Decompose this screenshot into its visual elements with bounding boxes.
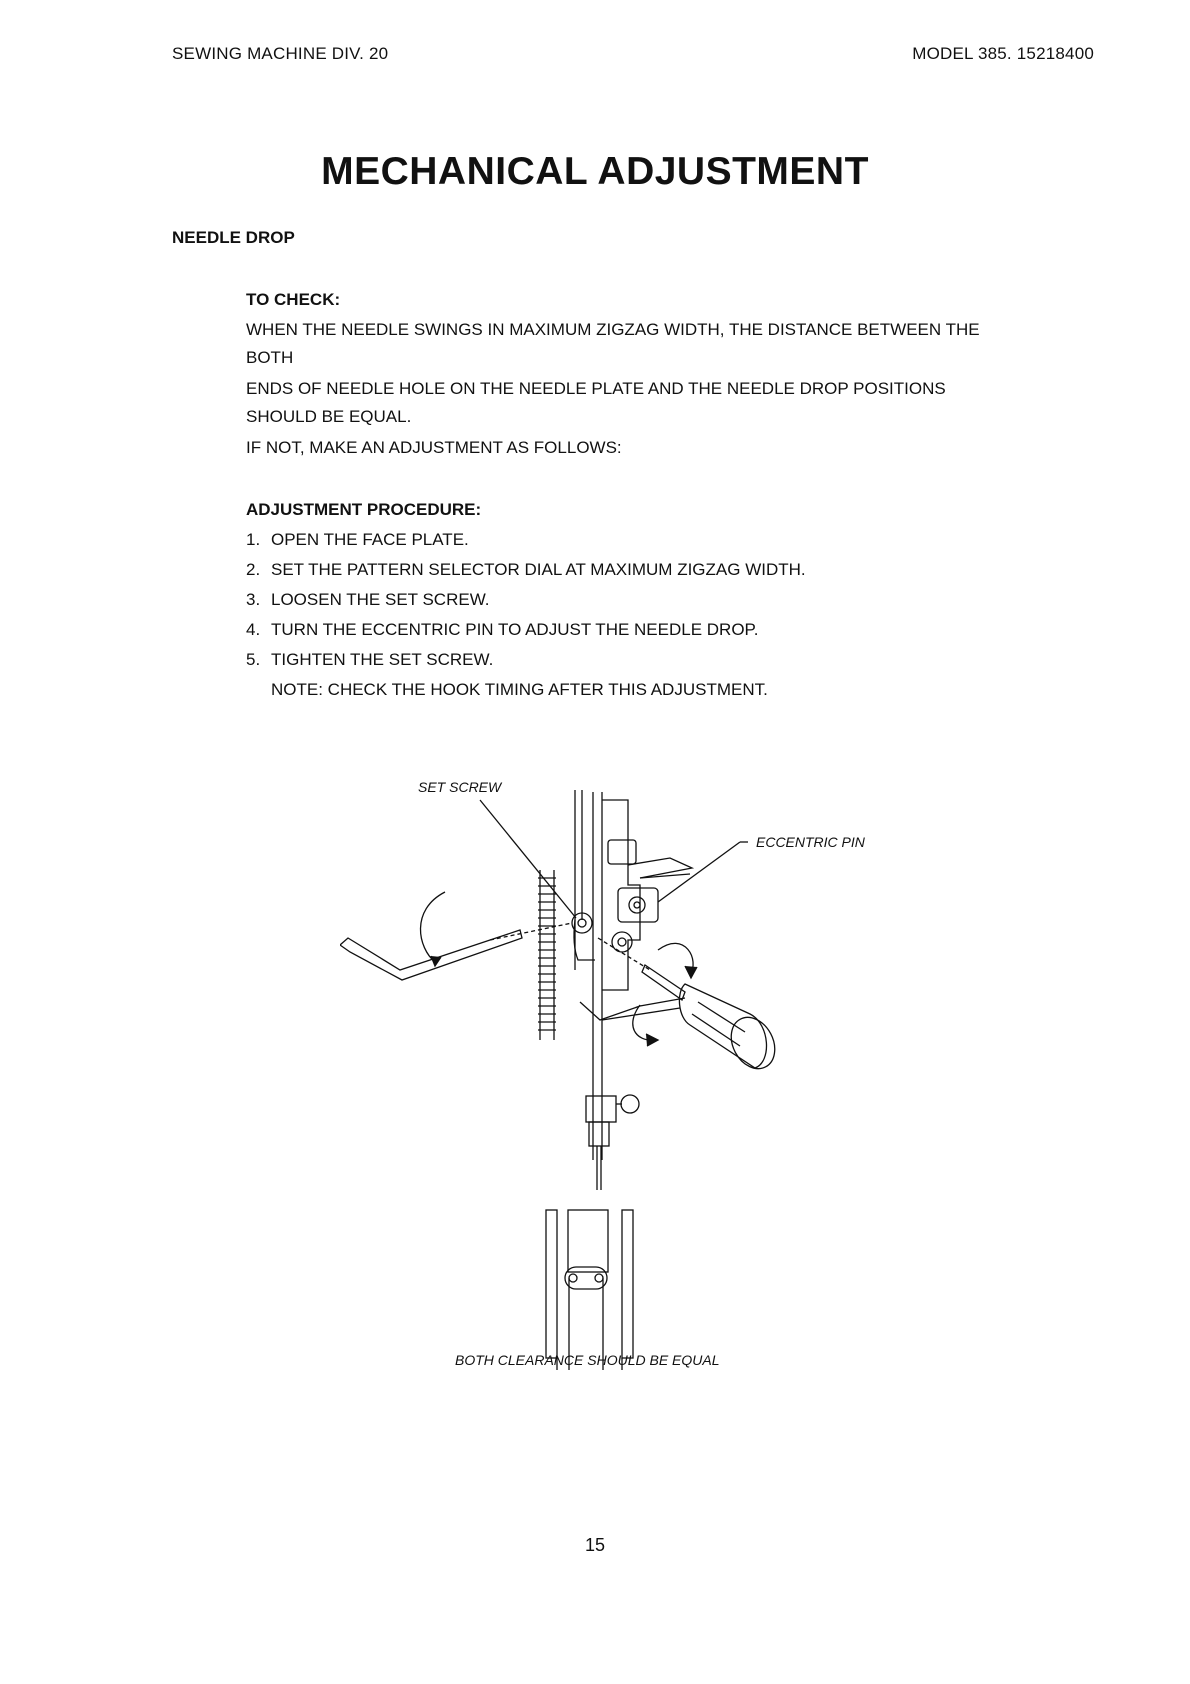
figure-caption: BOTH CLEARANCE SHOULD BE EQUAL: [455, 1352, 720, 1368]
step-number: 4.: [246, 620, 261, 639]
needle-drop-diagram: [340, 770, 960, 1370]
page-number: 15: [584, 1535, 606, 1555]
to-check-line: ENDS OF NEEDLE HOLE ON THE NEEDLE PLATE AND THE NEEDLE DROP POSITIONS: [246, 379, 946, 398]
step-text: TIGHTEN THE SET SCREW.: [271, 650, 494, 669]
step-number: 5.: [246, 650, 261, 669]
to-check-line: WHEN THE NEEDLE SWINGS IN MAXIMUM ZIGZAG WIDTH, THE DISTANCE BETWEEN THE: [246, 320, 980, 339]
section-heading: NEEDLE DROP: [172, 228, 295, 247]
to-check-line: IF NOT, MAKE AN ADJUSTMENT AS FOLLOWS:: [246, 438, 622, 457]
to-check-heading: TO CHECK:: [246, 290, 341, 309]
eccentric-pin-label: ECCENTRIC PIN: [756, 834, 865, 850]
header-left: SEWING MACHINE DIV. 20: [172, 44, 389, 63]
to-check-line: SHOULD BE EQUAL.: [246, 407, 412, 426]
step-number: 3.: [246, 590, 261, 609]
step-text: LOOSEN THE SET SCREW.: [271, 590, 490, 609]
header-right: MODEL 385. 15218400: [912, 44, 1094, 63]
procedure-note: NOTE: CHECK THE HOOK TIMING AFTER THIS ADJUSTMENT.: [271, 680, 768, 699]
procedure-heading: ADJUSTMENT PROCEDURE:: [246, 500, 482, 519]
page-title: MECHANICAL ADJUSTMENT: [321, 150, 869, 193]
step-number: 1.: [246, 530, 261, 549]
step-text: OPEN THE FACE PLATE.: [271, 530, 469, 549]
set-screw-label: SET SCREW: [418, 779, 502, 795]
to-check-line: BOTH: [246, 348, 294, 367]
step-text: TURN THE ECCENTRIC PIN TO ADJUST THE NEEDLE DROP.: [271, 620, 759, 639]
step-text: SET THE PATTERN SELECTOR DIAL AT MAXIMUM ZIGZAG WIDTH.: [271, 560, 806, 579]
step-number: 2.: [246, 560, 261, 579]
